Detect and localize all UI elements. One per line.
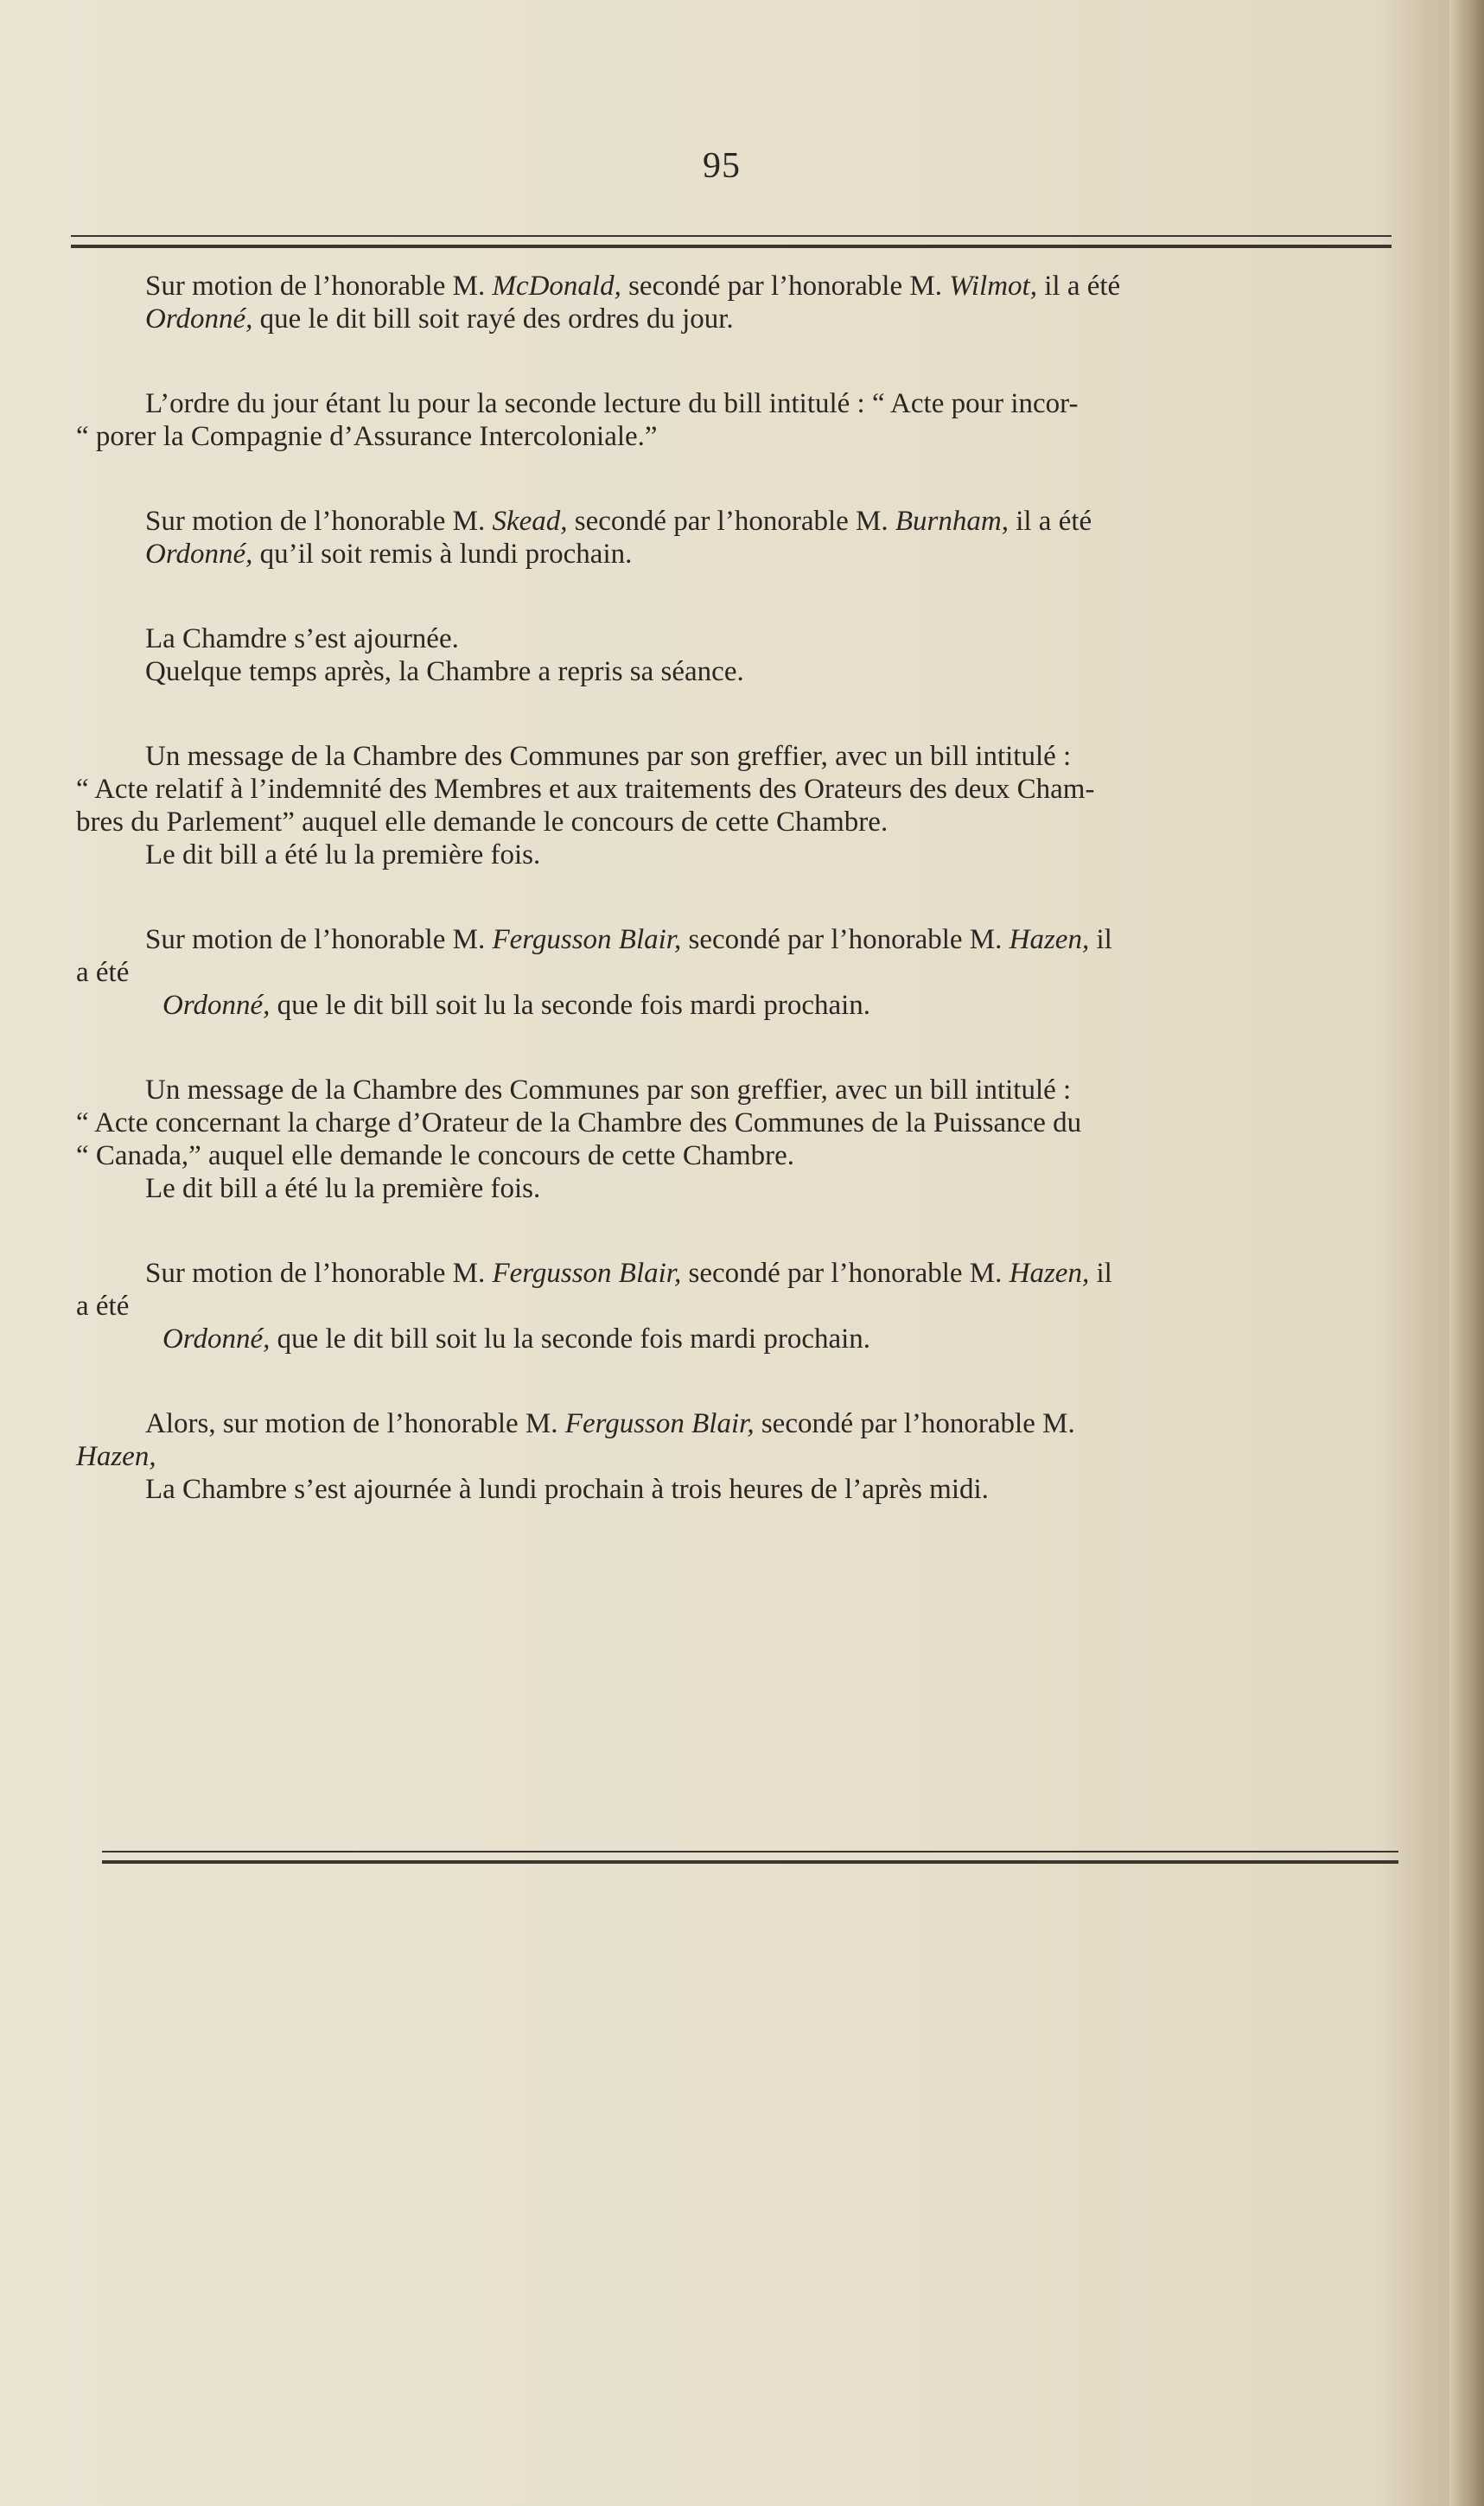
text-segment: secondé par l’honorable M. — [681, 1258, 1010, 1289]
italic-name: Ordonné, — [162, 990, 271, 1021]
paragraph-mcdonald-motion — [76, 270, 1403, 335]
text-segment: il a été — [1036, 271, 1121, 302]
text-segment: secondé par l’honorable M. — [754, 1408, 1075, 1439]
text-segment: Sur motion de l’honorable M. — [145, 506, 493, 537]
text-line — [76, 622, 1403, 655]
text-segment: Un message de la Chambre des Communes par son greffier, avec un bill intitulé : — [145, 741, 1072, 772]
text-line — [76, 773, 1403, 806]
text-line — [76, 1106, 1403, 1139]
text-segment: qu’il soit remis à lundi prochain. — [252, 539, 633, 570]
paragraph-skead-motion — [76, 505, 1403, 571]
text-segment: “ Canada,” auquel elle demande le concours de cette Chambre. — [76, 1140, 795, 1171]
text-line — [76, 1323, 1403, 1355]
text-segment: a été — [76, 957, 130, 988]
text-line — [76, 806, 1403, 839]
text-line — [76, 1440, 1403, 1473]
paragraph-order-of-day — [76, 387, 1403, 453]
text-segment: secondé par l’honorable M. — [681, 924, 1010, 955]
top-double-rule — [71, 235, 1392, 248]
text-line — [76, 956, 1403, 989]
text-line — [76, 923, 1403, 956]
text-segment: bres du Parlement” auquel elle demande le concours de cette Chambre. — [76, 807, 888, 838]
text-segment: il a été — [1008, 506, 1092, 537]
text-segment: “ Acte concernant la charge d’Orateur de la Chambre des Communes de la Puissance du — [76, 1107, 1082, 1138]
text-segment: La Chamdre s’est ajournée. — [145, 623, 459, 654]
text-line — [76, 270, 1403, 303]
text-line — [76, 1407, 1403, 1440]
text-segment: a été — [76, 1291, 130, 1322]
italic-name: Ordonné, — [145, 303, 253, 335]
text-segment: Un message de la Chambre des Communes par son greffier, avec un bill intitulé : — [145, 1074, 1072, 1106]
text-segment: que le dit bill soit rayé des ordres du jour. — [252, 303, 734, 335]
italic-name: Fergusson Blair, — [492, 1258, 682, 1289]
text-segment: il — [1089, 1258, 1112, 1289]
text-segment: Quelque temps après, la Chambre a repris sa séance. — [145, 656, 744, 687]
text-segment: secondé par l’honorable M. — [567, 506, 895, 537]
italic-name: Fergusson Blair, — [564, 1408, 755, 1439]
italic-name: Fergusson Blair, — [492, 924, 682, 955]
text-segment: Sur motion de l’honorable M. — [145, 271, 493, 302]
paragraph-message-indemnity — [76, 740, 1403, 871]
paragraph-blair-motion-2 — [76, 1257, 1403, 1355]
text-line — [76, 1257, 1403, 1290]
text-segment: Alors, sur motion de l’honorable M. — [145, 1408, 565, 1439]
text-segment: “ Acte relatif à l’indemnité des Membres et aux traitements des Orateurs des deux Cham- — [76, 774, 1095, 805]
paragraph-message-speaker — [76, 1074, 1403, 1205]
bottom-double-rule — [102, 1851, 1398, 1864]
text-line — [76, 989, 1403, 1022]
text-segment: L’ordre du jour étant lu pour la seconde lecture du bill intitulé : “ Acte pour incor- — [145, 388, 1079, 419]
text-line — [76, 839, 1403, 871]
text-segment: secondé par l’honorable M. — [621, 271, 950, 302]
italic-name: Ordonné, — [162, 1323, 271, 1355]
text-line — [76, 1139, 1403, 1172]
italic-name: Burnham, — [895, 506, 1009, 537]
italic-name: Hazen, — [1009, 1258, 1090, 1289]
text-segment: il — [1089, 924, 1112, 955]
text-segment: La Chambre s’est ajournée à lundi prochain à trois heures de l’après midi. — [145, 1474, 989, 1505]
text-line — [76, 387, 1403, 420]
text-line — [76, 303, 1403, 335]
text-line — [76, 1074, 1403, 1106]
text-segment: Le dit bill a été lu la première fois. — [145, 1173, 541, 1204]
text-line — [76, 505, 1403, 538]
text-line — [76, 1172, 1403, 1205]
italic-name: Hazen, — [76, 1441, 156, 1472]
italic-name: Skead, — [492, 506, 568, 537]
text-segment: Sur motion de l’honorable M. — [145, 924, 493, 955]
page-body — [76, 270, 1403, 1558]
paragraph-blair-motion-1 — [76, 923, 1403, 1022]
italic-name: McDonald, — [492, 271, 621, 302]
text-line — [76, 420, 1403, 453]
text-line — [76, 740, 1403, 773]
paragraph-adjourned — [76, 622, 1403, 688]
text-segment: Le dit bill a été lu la première fois. — [145, 839, 541, 870]
italic-name: Wilmot, — [949, 271, 1037, 302]
text-segment: Sur motion de l’honorable M. — [145, 1258, 493, 1289]
text-line — [76, 1473, 1403, 1506]
italic-name: Hazen, — [1009, 924, 1090, 955]
text-line — [76, 538, 1403, 571]
text-line — [76, 1290, 1403, 1323]
text-segment: que le dit bill soit lu la seconde fois mardi prochain. — [270, 990, 871, 1021]
book-spine-edge — [1449, 0, 1484, 2506]
text-line — [76, 655, 1403, 688]
text-segment: que le dit bill soit lu la seconde fois mardi prochain. — [270, 1323, 871, 1355]
paragraph-final-adjournment — [76, 1407, 1403, 1506]
text-segment: “ porer la Compagnie d’Assurance Intercoloniale.” — [76, 421, 658, 452]
page-number: 95 — [703, 146, 741, 186]
italic-name: Ordonné, — [145, 539, 253, 570]
